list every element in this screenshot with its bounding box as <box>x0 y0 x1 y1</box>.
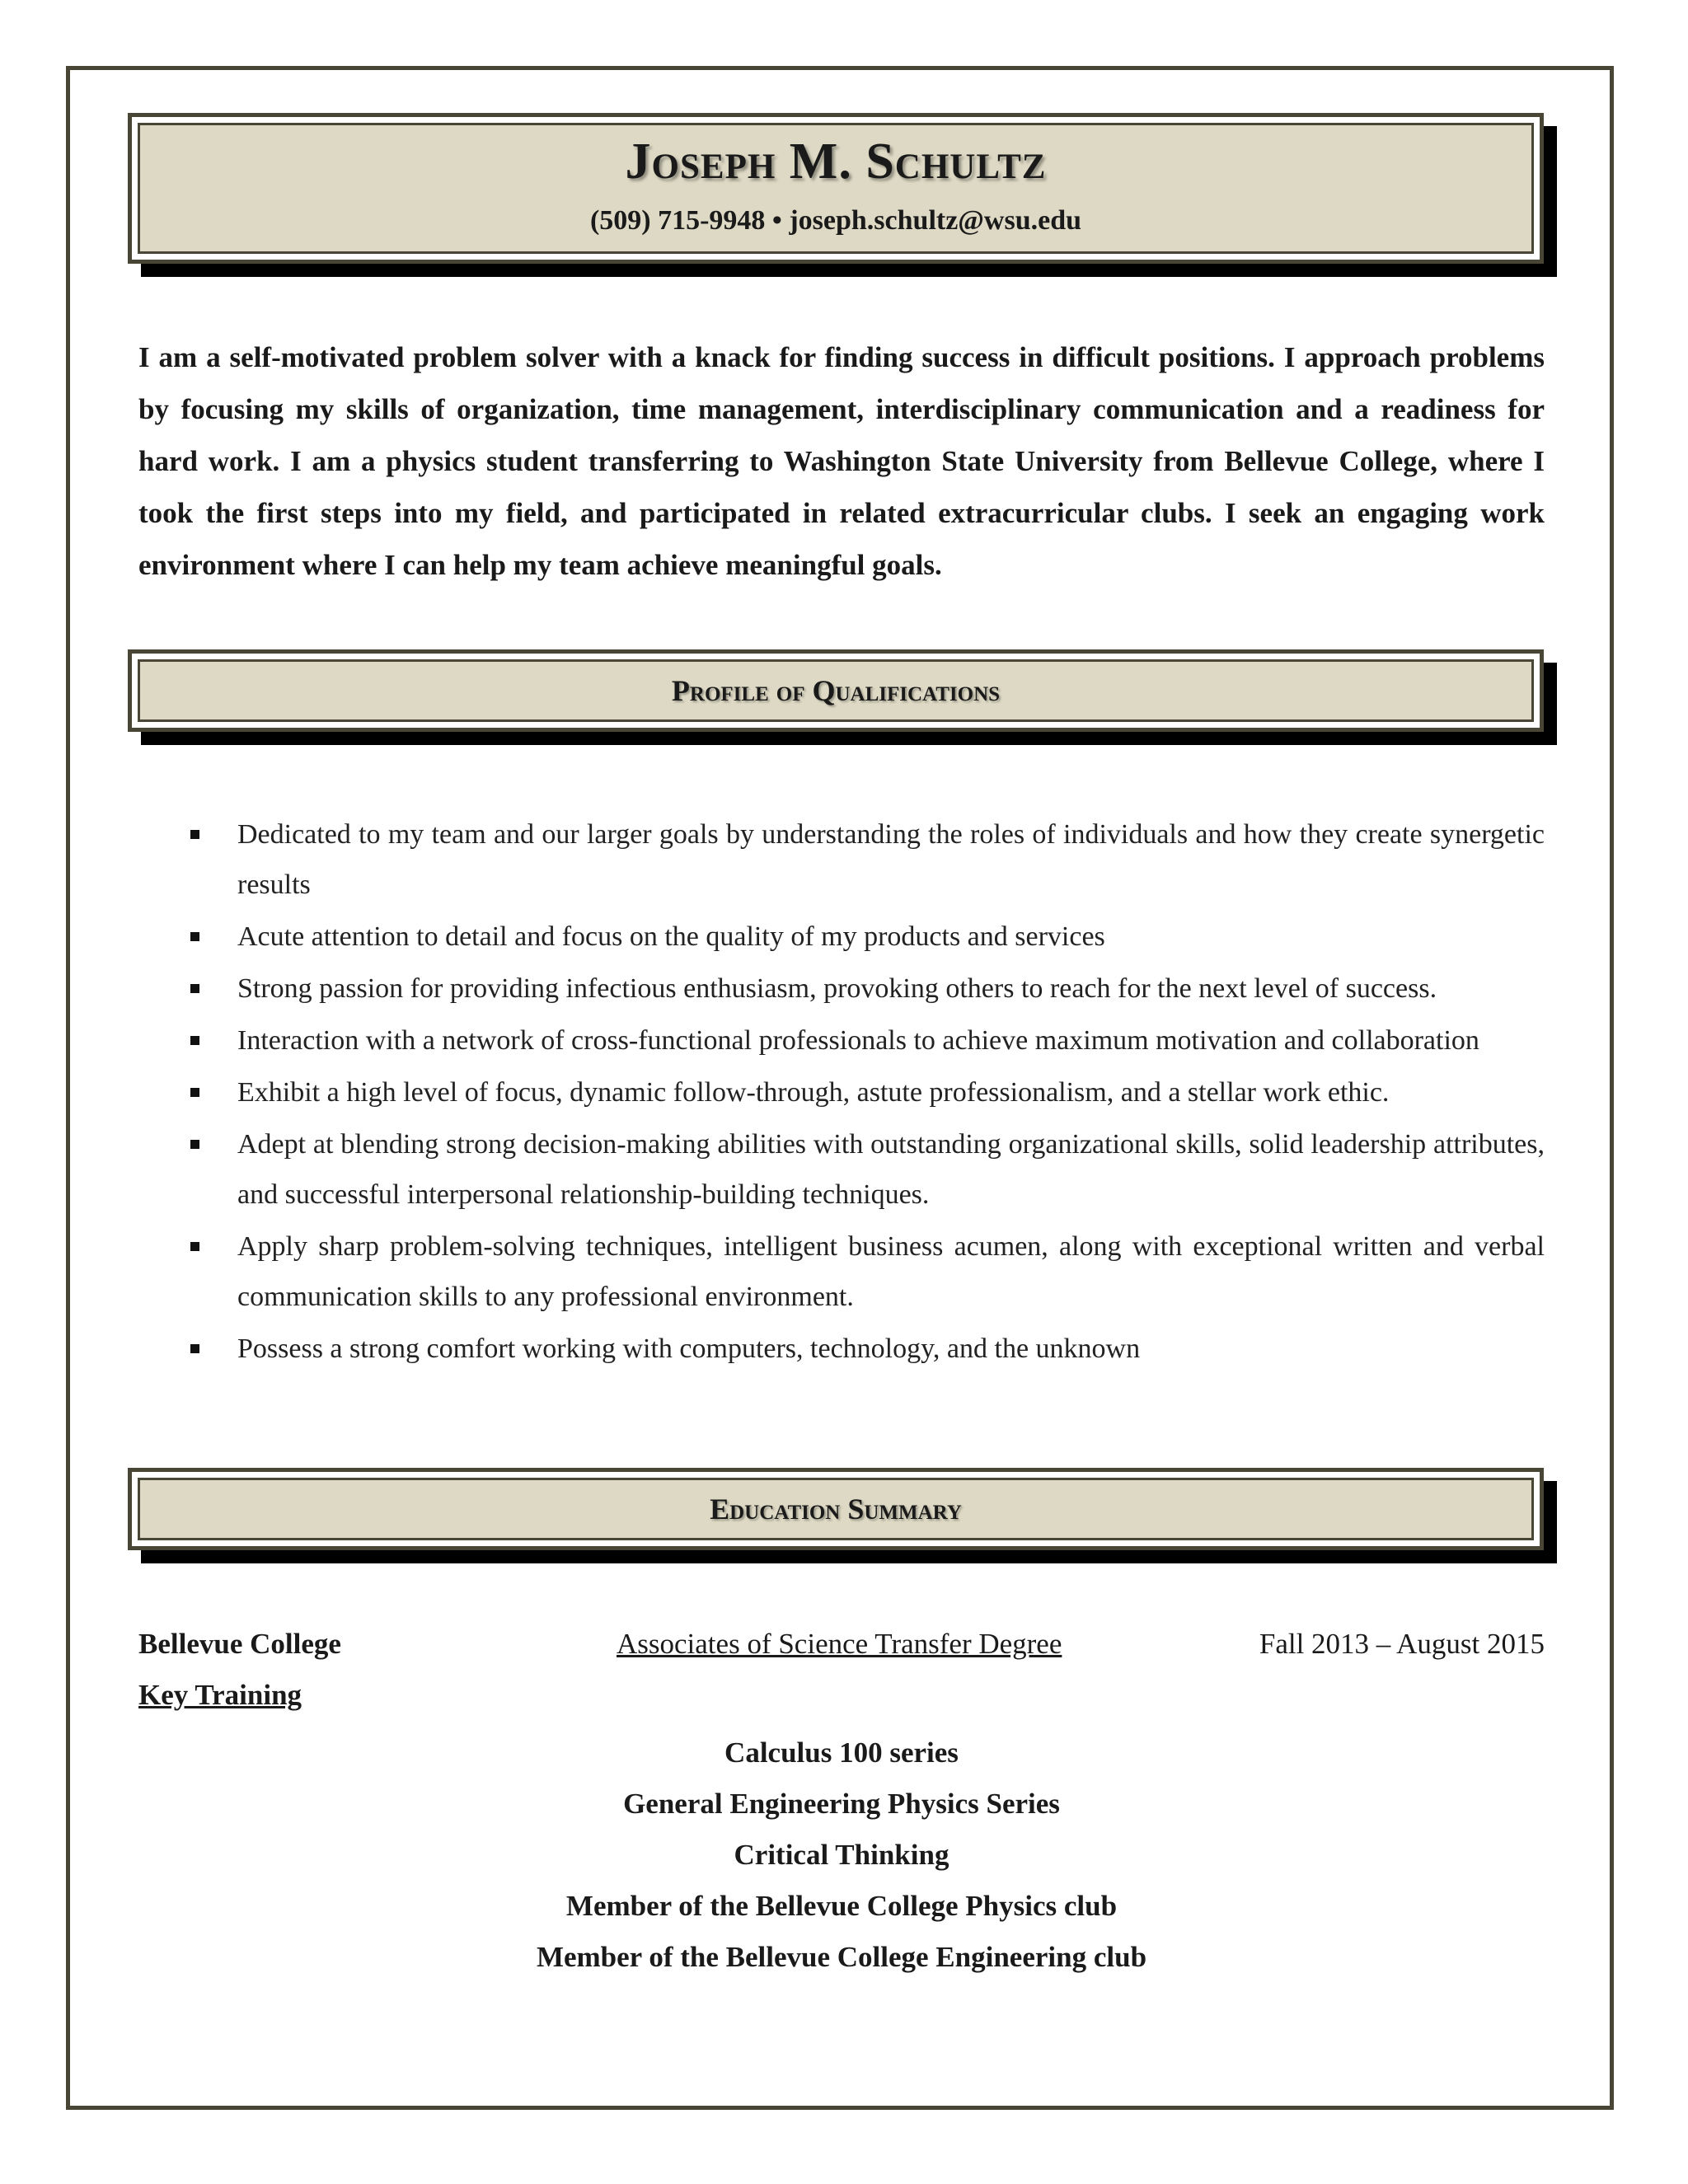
qualification-text: Exhibit a high level of focus, dynamic follow-through, astute professionalism, and a stellar work ethic. <box>237 1077 1390 1108</box>
qualifications-list <box>138 809 1545 1376</box>
section-title-qualifications: Profile of Qualifications <box>671 674 1001 707</box>
training-item: Member of the Bellevue College Engineering club <box>536 1941 1147 1973</box>
square-bullet-icon <box>190 1242 199 1251</box>
training-list <box>138 1727 1545 1983</box>
training-item: Member of the Bellevue College Physics club <box>565 1890 1118 1922</box>
education-banner <box>128 1468 1544 1550</box>
name-banner <box>128 113 1544 264</box>
square-bullet-icon <box>190 1088 199 1097</box>
training-item: Critical Thinking <box>734 1839 950 1871</box>
list-item <box>138 912 1545 962</box>
qualifications-banner <box>128 649 1544 732</box>
square-bullet-icon <box>190 932 199 941</box>
training-item: Calculus 100 series <box>724 1736 959 1769</box>
section-title-education: Education Summary <box>710 1493 962 1526</box>
list-item <box>138 1015 1545 1066</box>
square-bullet-icon <box>190 1140 199 1149</box>
qualification-text: Strong passion for providing infectious enthusiasm, provoking others to reach for the next level of success. <box>237 973 1437 1004</box>
list-item <box>138 963 1545 1014</box>
degree-name: Associates of Science Transfer Degree <box>617 1628 1062 1660</box>
education-entry <box>138 1628 1545 1669</box>
qualification-text: Apply sharp problem-solving techniques, intelligent business acumen, along with exceptional written and verbal communication skills to any professional environment. <box>237 1231 1545 1312</box>
square-bullet-icon <box>190 830 199 839</box>
list-item <box>138 809 1545 910</box>
qualification-text: Interaction with a network of cross-functional professionals to achieve maximum motivation and collaboration <box>237 1025 1479 1056</box>
contact-info: (509) 715-9948 • joseph.schultz@wsu.edu <box>589 204 1082 236</box>
qualification-text: Dedicated to my team and our larger goals by understanding the roles of individuals and how they create synergetic results <box>237 819 1545 900</box>
square-bullet-icon <box>190 984 199 993</box>
education-dates: Fall 2013 – August 2015 <box>1259 1628 1545 1660</box>
banner-inner-panel <box>138 1478 1534 1540</box>
school-name: Bellevue College <box>138 1628 341 1660</box>
key-training-heading: Key Training <box>138 1679 302 1711</box>
list-item <box>138 1067 1545 1118</box>
qualification-text: Possess a strong comfort working with computers, technology, and the unknown <box>237 1333 1141 1364</box>
list-item <box>138 1324 1545 1374</box>
list-item <box>138 1221 1545 1322</box>
training-item: General Engineering Physics Series <box>623 1788 1060 1820</box>
summary-paragraph: I am a self-motivated problem solver with a knack for finding success in difficult positions. I approach problems by focusing my skills of organization, time management, interdisciplinary communication and a readiness for hard work. I am a physics student transferring to Washington State University from Bellevue College, where I took the first steps into my field, and participated in related extracurricular clubs. I seek an engaging work environment where I can help my team achieve meaningful goals. <box>138 341 1545 581</box>
resume-name: Joseph M. Schultz <box>625 133 1047 190</box>
square-bullet-icon <box>190 1344 199 1353</box>
qualification-text: Adept at blending strong decision-making abilities with outstanding organizational skills, solid leadership attributes, and successful interpersonal relationship-building techniques. <box>237 1129 1545 1210</box>
banner-inner-panel <box>138 659 1534 722</box>
list-item <box>138 1119 1545 1220</box>
banner-inner-panel <box>138 123 1534 254</box>
qualification-text: Acute attention to detail and focus on the quality of my products and services <box>237 921 1105 952</box>
square-bullet-icon <box>190 1036 199 1045</box>
